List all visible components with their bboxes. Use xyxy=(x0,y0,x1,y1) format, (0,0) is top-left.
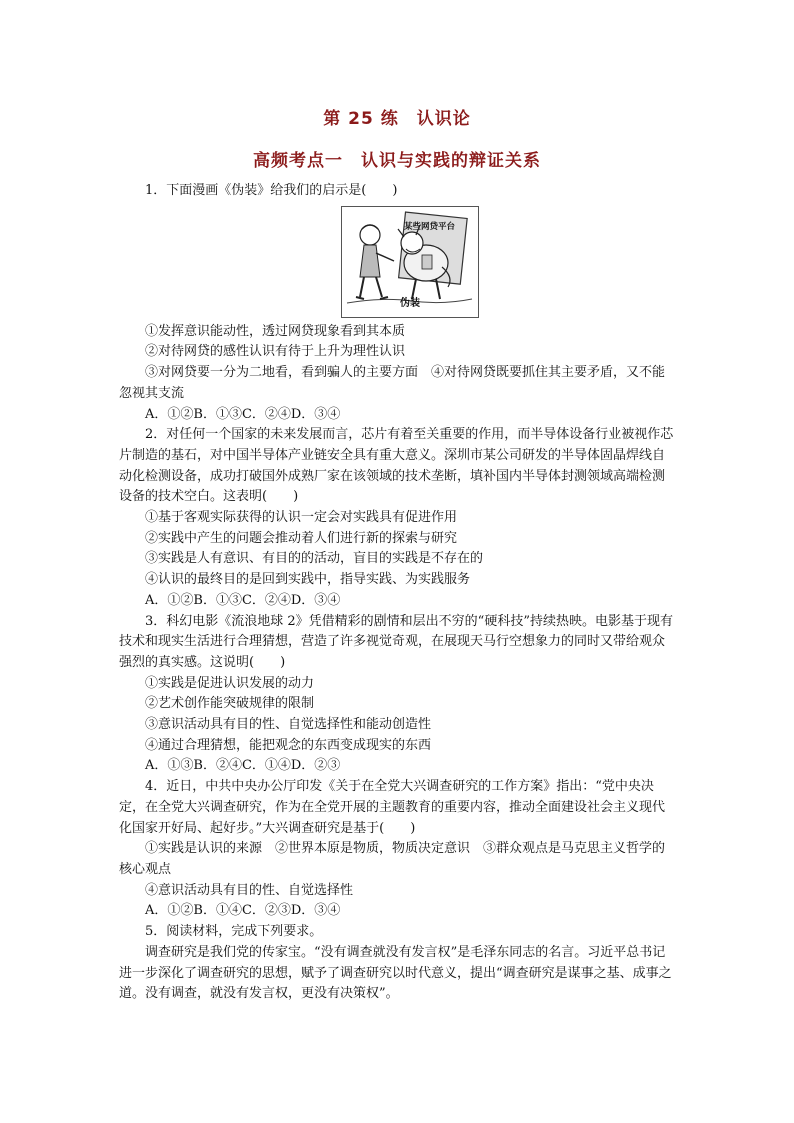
question-1-stem: 1．下面漫画《伪装》给我们的启示是( ) xyxy=(145,183,398,198)
question-2-option-1: ①基于客观实际获得的认识一定会对实践具有促进作用 xyxy=(145,510,458,526)
page-title: 第 25 练 认识论 xyxy=(323,109,471,129)
question-3-option-4: ④通过合理猜想，能把观念的东西变成现实的东西 xyxy=(145,737,432,753)
question-3-stem: 3．科幻电影《流浪地球 2》凭借精彩的剧情和层出不穷的“硬科技”持续热映。电影基于现有技术和现实生活进行合理猜想，营造了许多视觉奇观，在展现天马行空想象力的同时又带给观众强烈的真实感。这说明( ) xyxy=(119,613,673,670)
question-3-option-2: ②艺术创作能突破规律的限制 xyxy=(145,696,315,712)
question-4-choices: A．①②B．①④C．②③D．③④ xyxy=(145,903,341,919)
cartoon-disguise xyxy=(341,206,479,318)
question-5-paragraph: 调查研究是我们党的传家宝。“没有调查就没有发言权”是毛泽东同志的名言。习近平总书记进一步深化了调查研究的思想，赋予了调查研究以时代意义，提出“调查研究是谋事之基、成事之道。没有调查，就没有发言权，更没有决策权”。 xyxy=(119,944,672,1002)
question-3-choices: A．①③B．②④C．①④D．②③ xyxy=(145,758,341,774)
cartoon-caption: 伪装 xyxy=(400,298,420,309)
question-list xyxy=(119,181,675,1005)
section-title: 高频考点一 认识与实践的辩证关系 xyxy=(253,151,541,171)
question-2-choices: A．①②B．①③C．②④D．③④ xyxy=(145,592,341,608)
question-1-option-1: ①发挥意识能动性，透过网贷现象看到其本质 xyxy=(145,323,406,339)
question-4-option-1: ①实践是认识的来源 ②世界本原是物质，物质决定意识 ③群众观点是马克思主义哲学的核心观点 xyxy=(119,841,666,877)
cartoon-sign-text: 某些网贷平台 xyxy=(404,221,456,232)
question-3-option-1: ①实践是促进认识发展的动力 xyxy=(145,675,315,691)
question-2-stem: 2．对任何一个国家的未来发展而言，芯片有着至关重要的作用，而半导体设备行业被视作芯片制造的基石，对中国半导体产业链安全具有重大意义。深圳市某公司研发的半导体固晶焊线自动化检测设备，成功打破国外成熟厂家在该领域的技术垄断，填补国内半导体封测领域高端检测设备的技术空白。这表明( ) xyxy=(119,427,674,505)
question-2-option-2: ②实践中产生的问题会推动着人们进行新的探索与研究 xyxy=(145,530,458,546)
question-2-option-4: ④认识的最终目的是回到实践中，指导实践、为实践服务 xyxy=(145,572,471,588)
question-1-choices: A．①②B．①③C．②④D．③④ xyxy=(145,406,341,422)
question-1-option-3: ③对网贷要一分为二地看，看到骗人的主要方面 ④对待网贷既要抓住其主要矛盾，又不能忽视其支流 xyxy=(119,365,666,401)
question-5-stem: 5．阅读材料，完成下列要求。 xyxy=(145,924,323,940)
question-3-option-3: ③意识活动具有目的性、自觉选择性和能动创造性 xyxy=(145,717,432,733)
question-4-stem: 4．近日，中共中央办公厅印发《关于在全党大兴调查研究的工作方案》指出：“党中央决定，在全党大兴调查研究，作为在全党开展的主题教育的重要内容，推动全面建设社会主义现代化国家开好局、起好步。”大兴调查研究是基于( ) xyxy=(119,779,666,836)
question-1-option-2: ②对待网贷的感性认识有待于上升为理性认识 xyxy=(145,344,406,360)
question-2-option-3: ③实践是人有意识、有目的的活动，盲目的实践是不存在的 xyxy=(145,551,484,567)
question-4-option-2: ④意识活动具有目的性、自觉选择性 xyxy=(145,882,354,898)
